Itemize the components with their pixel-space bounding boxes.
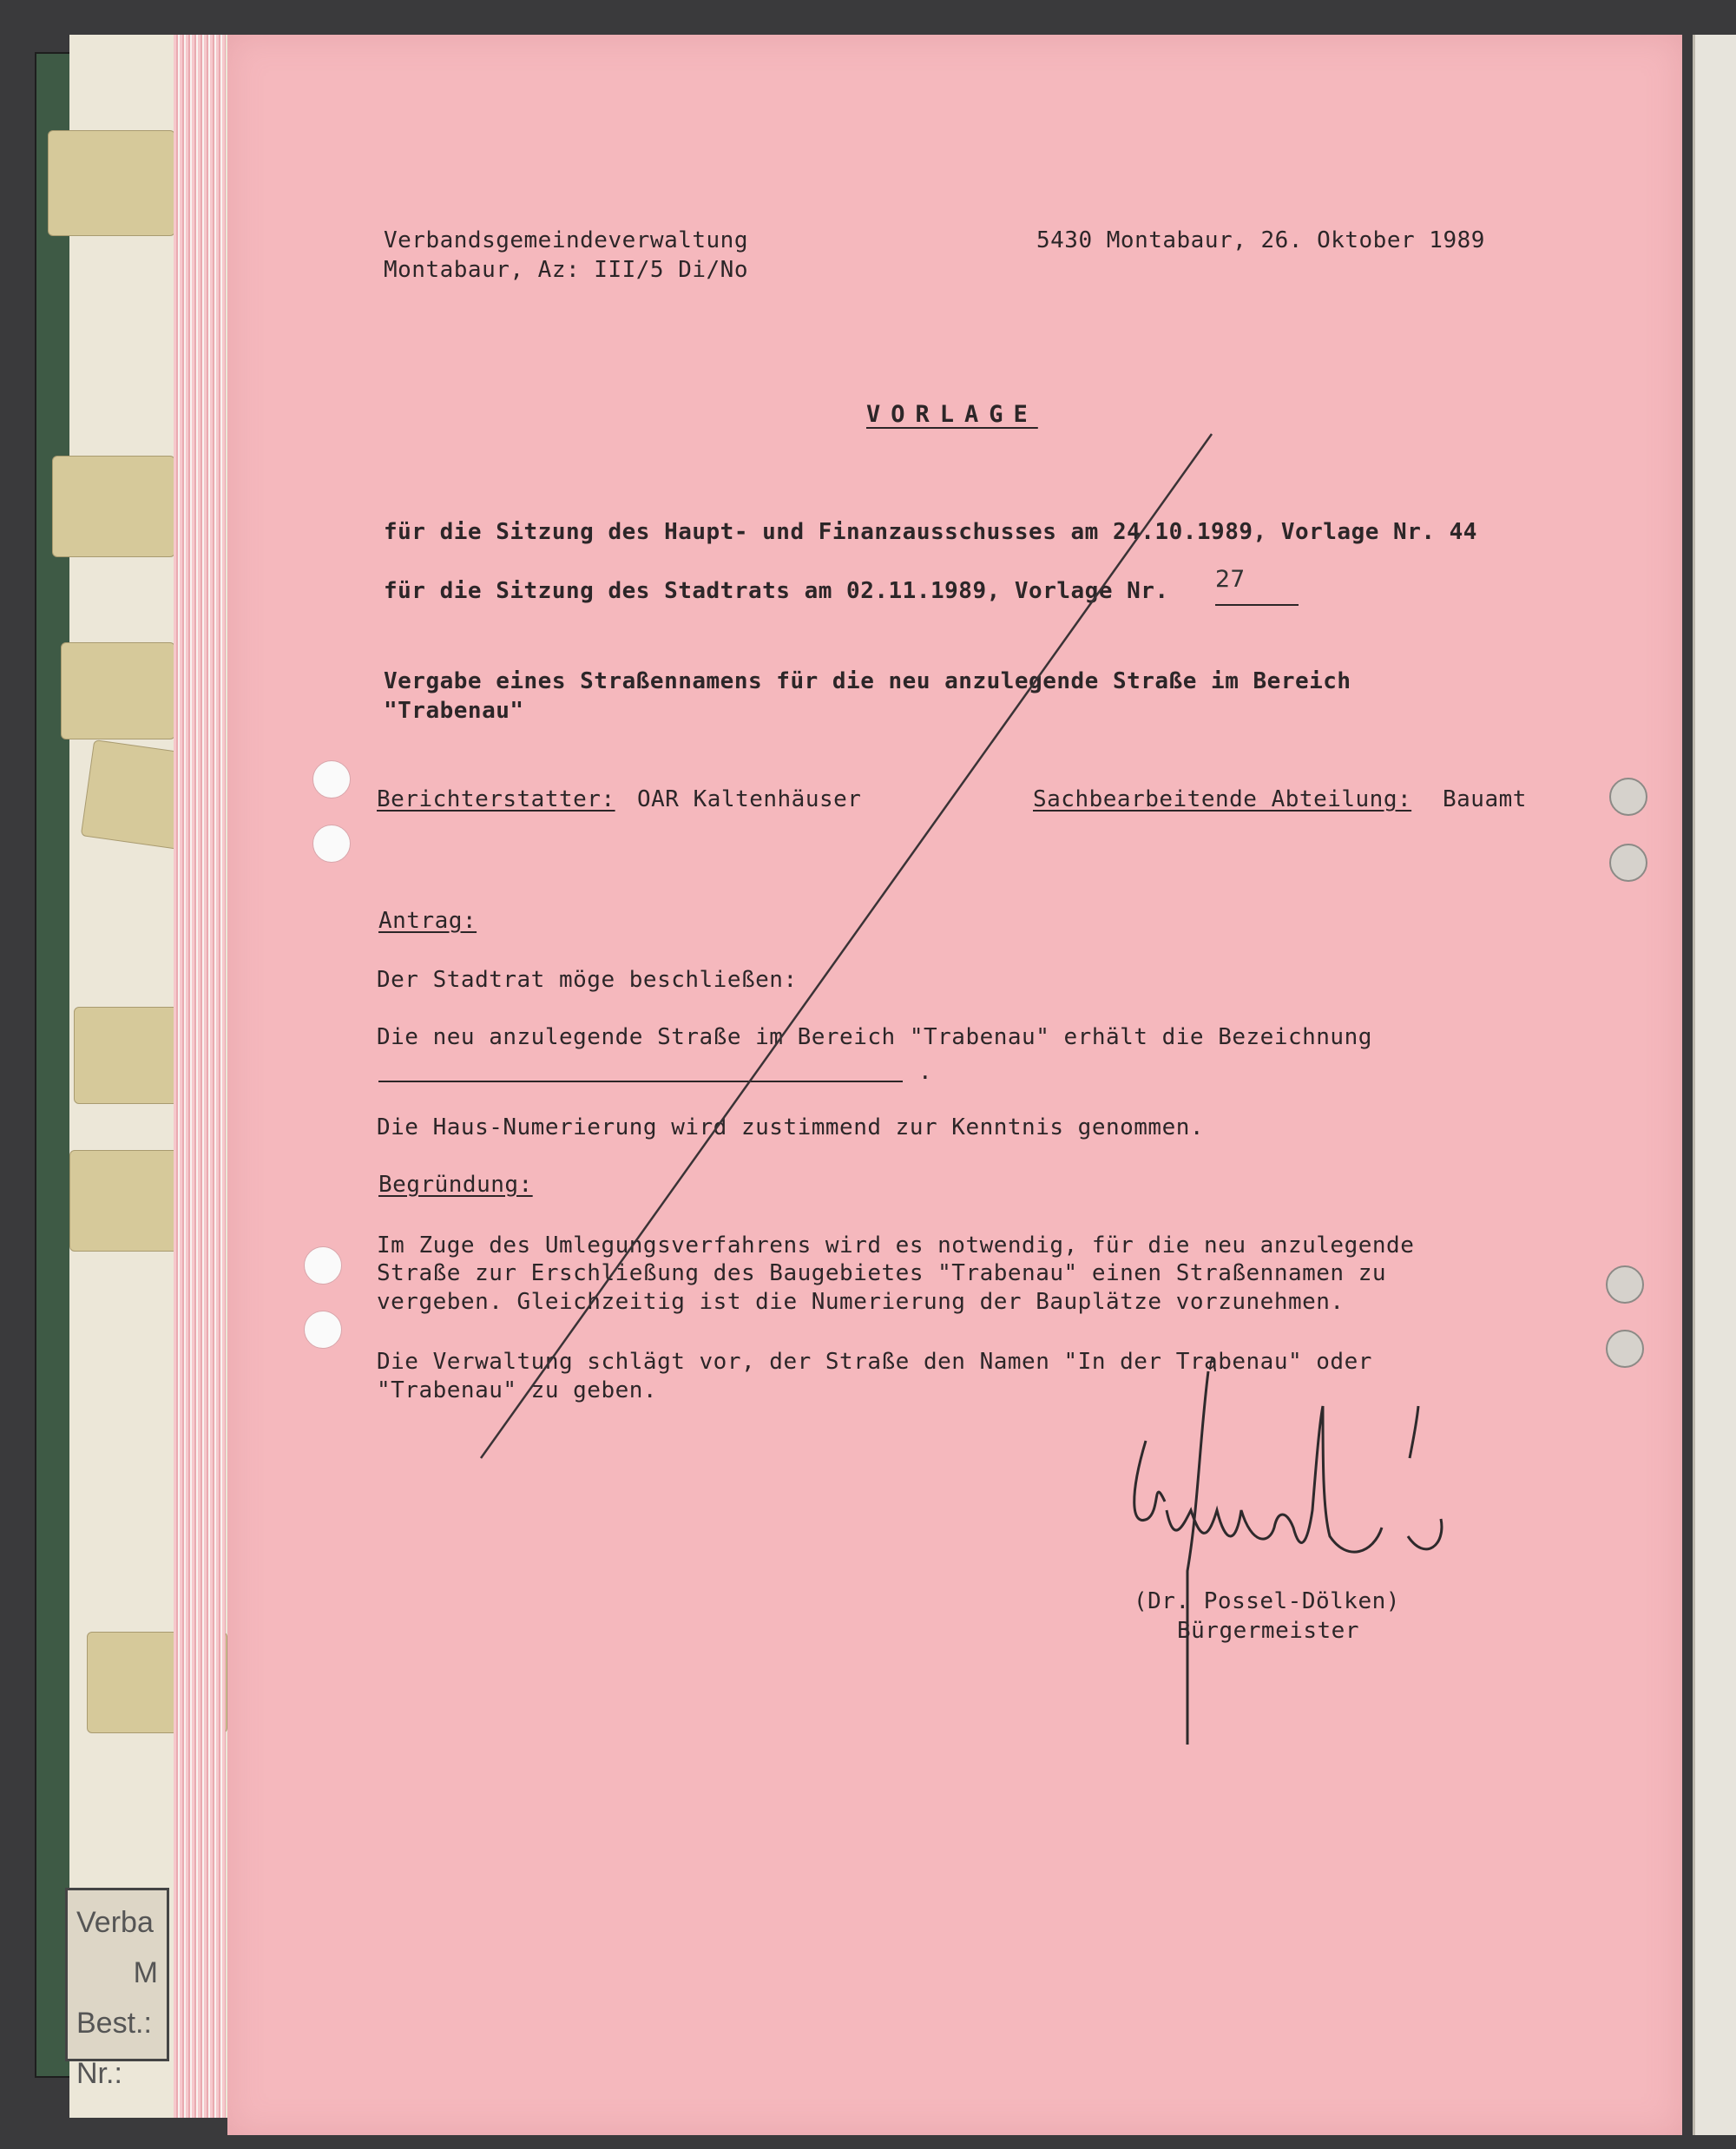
signatory-role: Bürgermeister xyxy=(1177,1618,1359,1644)
motion-heading: Antrag: xyxy=(378,908,477,934)
authority-name: Verbandsgemeindeverwaltung xyxy=(384,227,748,253)
reasoning-text: vergeben. Gleichzeitig ist die Numerierung der Bauplätze vorzunehmen. xyxy=(377,1289,1345,1315)
stamp-line: Nr.: xyxy=(76,2057,122,2090)
index-tab[interactable] xyxy=(52,456,175,557)
reasoning-text: "Trabenau" zu geben. xyxy=(377,1377,658,1403)
reporter-name: OAR Kaltenhäuser xyxy=(637,786,862,812)
blank-period: . xyxy=(918,1059,933,1085)
archive-stamp xyxy=(65,1888,169,2090)
subject-line: "Trabenau" xyxy=(384,698,524,724)
reasoning-heading: Begründung: xyxy=(378,1172,533,1198)
index-tab[interactable] xyxy=(61,642,175,739)
department-label: Sachbearbeitende Abteilung: xyxy=(1033,786,1412,812)
session-line-council: für die Sitzung des Stadtrats am 02.11.1989, Vorlage Nr. xyxy=(384,578,1169,604)
stamp-line: Verba xyxy=(76,1906,154,1939)
place-date: 5430 Montabaur, 26. Oktober 1989 xyxy=(1036,227,1485,253)
signature-stroke xyxy=(1134,1441,1165,1521)
motion-text: Die Haus-Numerierung wird zustimmend zur Kenntnis genommen. xyxy=(377,1114,1205,1140)
page-stack-edges xyxy=(174,35,226,2118)
stamp-line: Best.: xyxy=(76,2007,152,2040)
facing-page-edge xyxy=(1693,35,1736,2135)
signature-stroke xyxy=(1408,1519,1442,1549)
handwritten-proposal-number: 27 xyxy=(1215,566,1246,593)
signature-stroke xyxy=(1187,1371,1208,1745)
document-title: VORLAGE xyxy=(866,401,1038,428)
index-tab[interactable] xyxy=(48,130,175,236)
binder-spine xyxy=(35,52,73,2078)
reasoning-text: Im Zuge des Umlegungsverfahrens wird es notwendig, für die neu anzulegende xyxy=(377,1232,1415,1259)
motion-text: Die neu anzulegende Straße im Bereich "Trabenau" erhält die Bezeichnung xyxy=(377,1024,1372,1050)
cross-out-line xyxy=(481,434,1212,1458)
reasoning-text: Straße zur Erschließung des Baugebietes "Trabenau" einen Straßennamen zu xyxy=(377,1260,1387,1286)
pen-strokes xyxy=(227,35,1682,2135)
signature-stroke xyxy=(1210,1358,1215,1371)
stamp-line: M xyxy=(133,1956,158,1989)
motion-text: Der Stadtrat möge beschließen: xyxy=(377,967,798,993)
subject-line: Vergabe eines Straßennamens für die neu anzulegende Straße im Bereich xyxy=(384,668,1351,694)
authority-reference: Montabaur, Az: III/5 Di/No xyxy=(384,257,748,283)
reporter-label: Berichterstatter: xyxy=(377,786,615,812)
signatory-name: (Dr. Possel-Dölken) xyxy=(1134,1588,1400,1614)
session-line-committee: für die Sitzung des Haupt- und Finanzausschusses am 24.10.1989, Vorlage Nr. 44 xyxy=(384,519,1477,545)
department-name: Bauamt xyxy=(1443,786,1527,812)
signature-stroke xyxy=(1410,1406,1418,1458)
document-page xyxy=(227,35,1682,2135)
reasoning-text: Die Verwaltung schlägt vor, der Straße den Namen "In der Trabenau" oder xyxy=(377,1349,1372,1375)
